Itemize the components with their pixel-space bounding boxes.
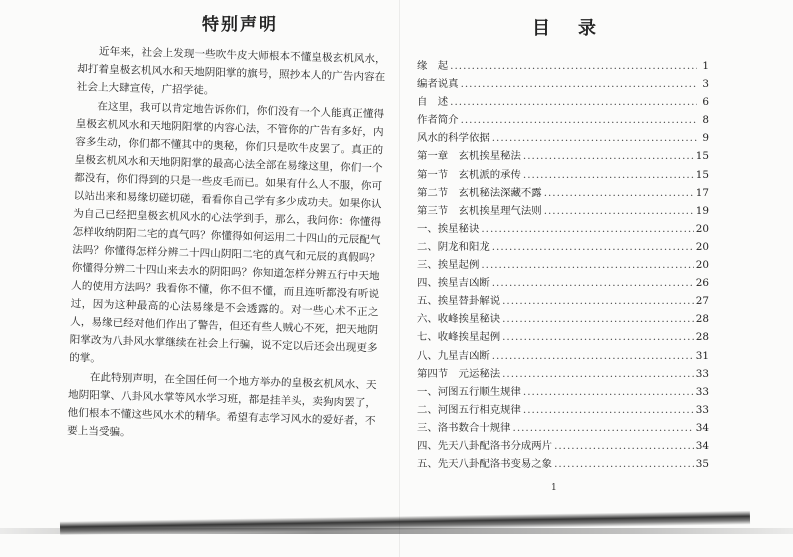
toc-entry	[417, 111, 709, 129]
toc-entry	[417, 129, 709, 147]
toc-dot-leader	[502, 292, 694, 310]
toc-dot-leader	[523, 147, 694, 165]
toc-dot-leader	[523, 166, 694, 184]
toc-entry-page: 33	[695, 367, 709, 380]
toc-entry-label: 风水的科学依据	[417, 132, 490, 145]
toc-entry-page: 28	[695, 313, 709, 326]
toc-dot-leader	[523, 383, 694, 401]
toc-entry-label: 三、洛书数合十规律	[417, 421, 511, 434]
toc-entry	[417, 419, 709, 437]
right-page	[400, 0, 793, 557]
toc-entry	[417, 256, 709, 274]
toc-entry-page: 15	[695, 150, 709, 163]
toc-entry-page: 20	[695, 259, 709, 272]
toc-entry-label: 缘 起	[417, 60, 449, 72]
toc-entry-page: 8	[702, 114, 709, 127]
toc-dot-leader	[481, 256, 693, 274]
toc-entry-label: 五、挨星替卦解说	[417, 295, 501, 308]
toc-entry	[417, 437, 709, 455]
toc-entry	[417, 365, 709, 383]
toc-entry-label: 三、挨星起例	[417, 259, 480, 272]
toc-entry-page: 20	[695, 222, 709, 235]
toc-entry	[417, 220, 709, 238]
toc-entry	[417, 184, 709, 202]
toc-entry-page: 26	[695, 277, 709, 290]
toc-entry	[417, 147, 709, 165]
special-notice-body	[67, 42, 386, 448]
toc-dot-leader	[502, 310, 694, 328]
toc-title: 目录	[532, 18, 624, 39]
toc-entry-label: 八、九星吉凶断	[417, 349, 490, 362]
toc-dot-leader	[523, 401, 694, 419]
toc-entry-page: 33	[695, 385, 709, 398]
toc-entry-label: 一、河图五行顺生规律	[417, 385, 521, 398]
toc-entry	[417, 238, 709, 256]
toc-entry-label: 第一章 玄机挨星秘法	[417, 150, 521, 163]
toc-entry-label: 第四节 元运秘法	[417, 367, 501, 380]
notice-paragraph-3: 在此特别声明，在全国任何一个地方举办的皇极玄机风水、天地阴阳掌、八卦风水掌等风水学习班，都是挂羊头，卖狗肉罢了，他们根本不懂这些风水术的精华。希望有志学习风水的爱好者，不要上当受骗。	[66, 371, 377, 439]
toc-entry-page: 20	[695, 240, 709, 253]
toc-dot-leader	[461, 75, 697, 93]
scan-edge	[0, 528, 793, 534]
toc-dot-leader	[492, 129, 697, 147]
toc-entry-page: 34	[695, 421, 709, 434]
toc-entry-page: 6	[702, 96, 709, 109]
toc-dot-leader	[481, 220, 693, 238]
toc-dot-leader	[513, 419, 694, 437]
toc-dot-leader	[492, 238, 694, 256]
toc-entry-label: 一、挨星秘诀	[417, 222, 480, 235]
toc-entry-label: 第一节 玄机派的承传	[417, 168, 521, 181]
toc-entry	[417, 310, 709, 328]
toc-dot-leader	[544, 184, 694, 202]
toc-entry	[417, 93, 709, 111]
toc-dot-leader	[502, 328, 694, 346]
toc-entry-page: 35	[695, 458, 709, 471]
toc-entry	[417, 292, 709, 310]
toc-entry	[417, 347, 709, 365]
table-of-contents	[417, 57, 709, 473]
toc-dot-leader	[502, 365, 694, 383]
toc-entry-label: 第三节 玄机挨星理气法则	[417, 204, 542, 217]
toc-entry-label: 二、河图五行相克规律	[417, 403, 521, 416]
toc-entry-page: 28	[695, 331, 709, 344]
toc-entry-label: 编者说真	[417, 78, 459, 91]
toc-entry-label: 四、先天八卦配洛书分成两片	[417, 439, 553, 452]
toc-entry	[417, 274, 709, 292]
toc-entry-page: 17	[695, 186, 709, 199]
toc-entry-label: 七、收峰挨星起例	[417, 331, 501, 344]
toc-entry	[417, 383, 709, 401]
toc-entry	[417, 166, 709, 184]
toc-entry	[417, 75, 709, 93]
toc-entry-page: 3	[702, 78, 709, 91]
toc-entry	[417, 202, 709, 220]
toc-entry-label: 二、阴龙和阳龙	[417, 240, 490, 253]
toc-entry-label: 五、先天八卦配洛书变易之象	[417, 458, 553, 471]
toc-entry-page: 27	[695, 295, 709, 308]
toc-dot-leader	[450, 93, 697, 111]
notice-paragraph-2: 在这里，我可以肯定地告诉你们，你们没有一个人能真正懂得皇极玄机风水和天地阴阳掌的内容心法，不管你的广告有多好，内容多生动，你们都不懂其中的奥秘，你们只是吹牛皮罢了。真正的皇极玄机风水和天地阴阳掌的最高心法全部在易缘这里，你们一个都没有，你们得到的只是一些皮毛而已。如果有什么人不服，你可以站出来和易缘切磋切磋，看看你自己学有多少成功夫。如果你认为自己已经把皇极玄机风水的心法学到手，那么，我问你：你懂得怎样收纳阴阳二宅的真气吗？你懂得如何运用二十四山的元辰配气法吗？你懂得怎样分辨二十四山阴阳二宅的真气和元辰的真假吗？你懂得分辨二十四山来去水的阴阳吗？你知道怎样分辨五行中天地人的使用方法吗？我看你不懂，你不但不懂，而且连听都没有听说过，因为这种最高的心法易缘是不会透露的。对一些心术不正之人，易缘已经对他们作出了警告，但还有些人贼心不死，把天地阴阳掌改为八卦风水掌继续在社会上行骗，说不定以后还会出现更多的掌。	[69, 100, 385, 365]
toc-entry-page: 19	[695, 204, 709, 217]
special-notice-title: 特别声明	[202, 15, 278, 35]
toc-entry-label: 六、收峰挨星秘诀	[417, 313, 501, 326]
toc-entry-page: 31	[695, 349, 709, 362]
toc-entry-label: 第二节 玄机秘法深藏不露	[417, 186, 542, 199]
toc-dot-leader	[492, 347, 694, 365]
toc-dot-leader	[492, 274, 694, 292]
toc-dot-leader	[554, 437, 694, 455]
toc-entry-page: 15	[695, 168, 709, 181]
toc-entry-page: 9	[702, 132, 709, 145]
toc-dot-leader	[554, 455, 694, 473]
toc-entry	[417, 455, 709, 473]
toc-entry	[417, 57, 709, 75]
toc-dot-leader	[461, 111, 697, 129]
toc-dot-leader	[544, 202, 694, 220]
toc-dot-leader	[450, 57, 697, 75]
toc-entry	[417, 401, 709, 419]
toc-entry-label: 自 述	[417, 96, 449, 109]
page-number: 1	[551, 483, 557, 493]
toc-entry	[417, 328, 709, 346]
toc-entry-page: 33	[695, 403, 709, 416]
toc-entry-page: 1	[702, 60, 709, 72]
toc-entry-page: 34	[695, 439, 709, 452]
notice-paragraph-1: 近年来，社会上发现一些吹牛皮大师根本不懂皇极玄机风水，却打着皇极玄机风水和天地阴阳掌的旗号，照抄本人的广告内容在社会上大肆宣传，广招学徒。	[76, 45, 386, 97]
toc-entry-label: 四、挨星吉凶断	[417, 277, 490, 290]
toc-entry-label: 作者简介	[417, 114, 459, 127]
